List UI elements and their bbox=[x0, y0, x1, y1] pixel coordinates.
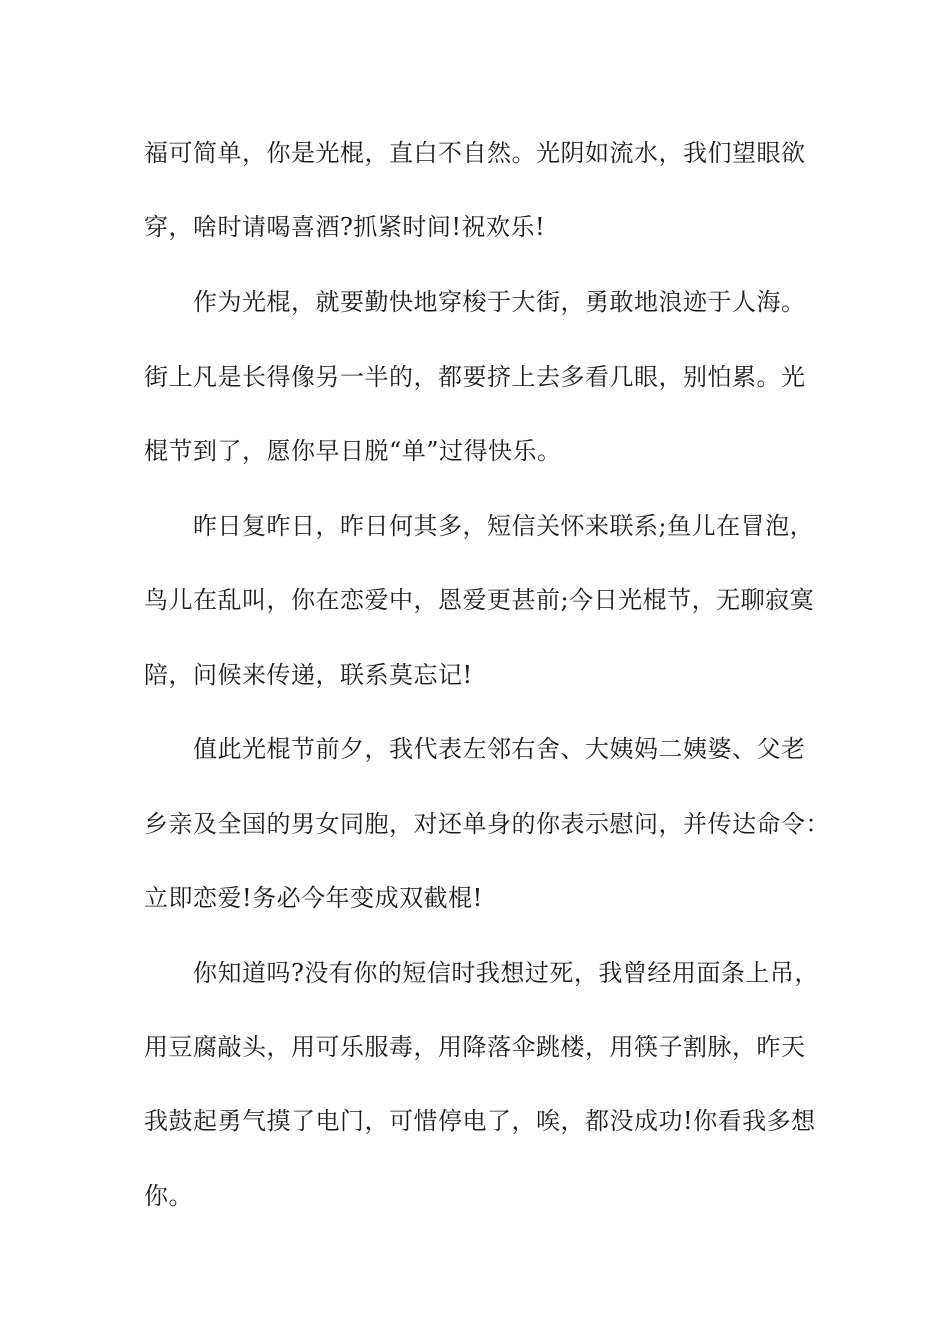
paragraph-4-line-2: 乡亲及全国的男女同胞，对还单身的你表示慰问，并传达命令： bbox=[144, 810, 830, 838]
paragraph-3-line-3: 陪，问候来传递，联系莫忘记! bbox=[144, 661, 473, 689]
paragraph-5-line-3: 我鼓起勇气摸了电门，可惜停电了，唉，都没成功!你看我多想 bbox=[144, 1107, 816, 1135]
paragraph-2-line-2: 街上凡是长得像另一半的，都要挤上去多看几眼，别怕累。光 bbox=[144, 363, 806, 391]
paragraph-3-line-1: 昨日复昨日，昨日何其多，短信关怀来联系;鱼儿在冒泡， bbox=[193, 512, 815, 540]
paragraph-2-line-3: 棍节到了，愿你早日脱“单”过得快乐。 bbox=[144, 437, 562, 465]
paragraph-5-line-4: 你。 bbox=[144, 1182, 193, 1210]
paragraph-4-line-1: 值此光棍节前夕，我代表左邻右舍、大姨妈二姨婆、父老 bbox=[193, 735, 806, 763]
paragraph-1-line-2: 穿，啥时请喝喜酒?抓紧时间!祝欢乐! bbox=[144, 213, 546, 241]
paragraph-3-line-2: 鸟儿在乱叫，你在恋爱中，恩爱更甚前;今日光棍节，无聊寂寞 bbox=[144, 586, 815, 614]
paragraph-5-line-2: 用豆腐敲头，用可乐服毒，用降落伞跳楼，用筷子割脉，昨天 bbox=[144, 1033, 806, 1061]
paragraph-2-line-1: 作为光棍，就要勤快地穿梭于大街，勇敢地浪迹于人海。 bbox=[193, 288, 806, 316]
paragraph-5-line-1: 你知道吗?没有你的短信时我想过死，我曾经用面条上吊， bbox=[193, 959, 819, 987]
paragraph-1-line-1: 福可简单，你是光棍，直白不自然。光阴如流水，我们望眼欲 bbox=[144, 139, 806, 167]
paragraph-4-line-3: 立即恋爱!务必今年变成双截棍! bbox=[144, 884, 483, 912]
